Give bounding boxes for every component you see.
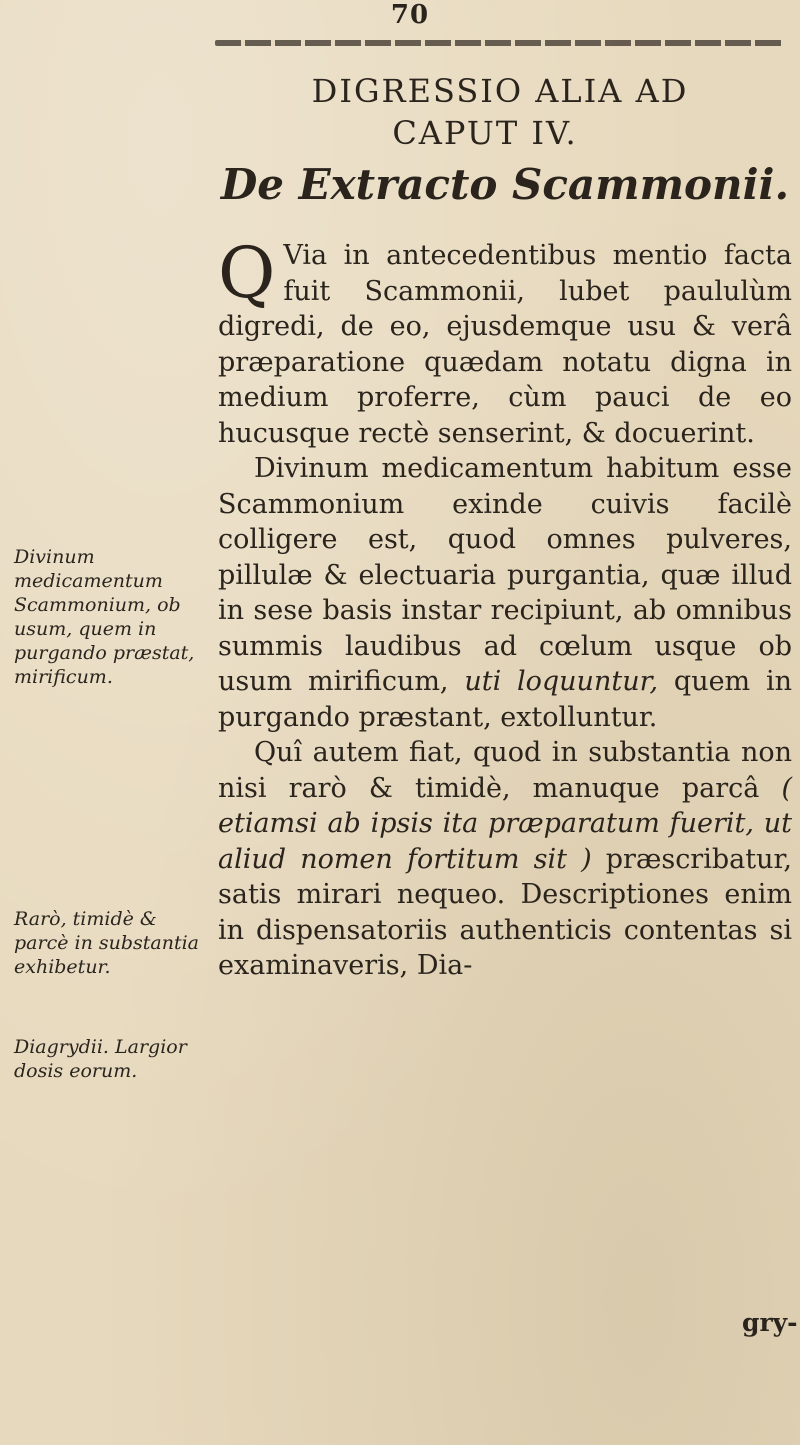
paragraph-2-start: Divinum medicamentum habitum esse Scammonium exinde cuivis facilè colligere est, quod omnes pulveres, pillulæ & electuaria purgantia, quæ illud in sese basis instar recipiunt, ab omnibus summis laudibus ad cœlum usque ob usum mirificum,: [218, 453, 792, 697]
paragraph-2-italic: uti loquuntur,: [464, 666, 659, 697]
catchword: gry-: [742, 1308, 798, 1337]
page-number: 70: [390, 0, 430, 30]
drop-cap: Q: [218, 232, 276, 314]
section-title: De Extracto Scammonii.: [220, 160, 790, 209]
paragraph-2: [218, 451, 792, 735]
section-heading-line1: DIGRESSIO ALIA AD: [311, 72, 689, 110]
paragraph-2-end: quem in purgando præstant, extolluntur.: [218, 666, 792, 733]
margin-note-2: Rarò, timidè & parcè in substantia exhibetur.: [14, 908, 199, 978]
paragraph-3: [218, 735, 792, 984]
decorative-rule: [215, 40, 785, 46]
paragraph-3-start: Quî autem fiat, quod in substantia non nisi rarò & timidè, manuque parcâ: [218, 737, 792, 804]
paragraph-3-italic: ( etiamsi ab ipsis ita præparatum fuerit, ut aliud nomen fortitum sit ): [218, 772, 792, 875]
paragraph-1: [218, 232, 792, 451]
section-heading-line2: CAPUT IV.: [392, 114, 578, 152]
paragraph-1-text: Via in antecedentibus mentio facta fuit Scammonii, lubet paululùm digredi, de eo, ejusdemque usu & verâ præparatione quædam notatu digna in medium proferre, cùm pauci de eo hucusque rectè senserint, & docuerint.: [218, 240, 792, 449]
paragraph-3-end: præscribatur, satis mirari nequeo. Descriptiones enim in dispensatoriis authenticis contentas si examinaveris, Dia-: [218, 843, 792, 981]
main-text: [218, 232, 792, 984]
margin-note-3: Diagrydii. Largior dosis eorum.: [14, 1036, 187, 1082]
margin-note-1: Divinum medicamentum Scammonium, ob usum, quem in purgando præstat, mirificum.: [14, 546, 195, 688]
